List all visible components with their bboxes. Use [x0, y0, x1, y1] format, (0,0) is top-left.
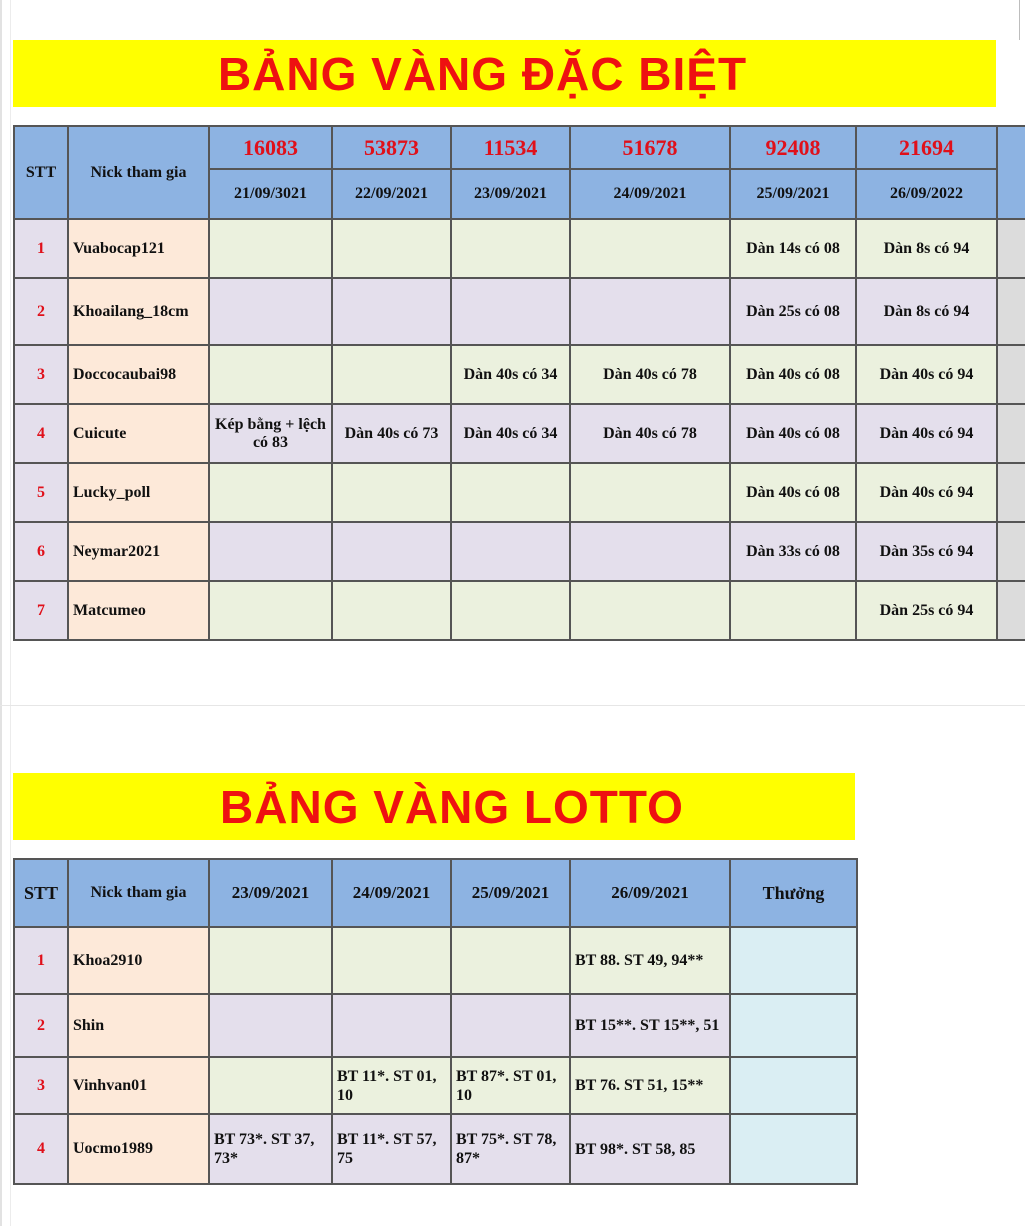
- entry-cell: [332, 927, 451, 994]
- nick-cell: Shin: [68, 994, 209, 1057]
- entry-cell: Dàn 40s có 94: [856, 463, 997, 522]
- result-number-header: 51678: [570, 126, 730, 169]
- entry-cell: [209, 345, 332, 404]
- sheet-column-gridline: [1019, 0, 1020, 40]
- entry-cell: [332, 219, 451, 278]
- edge-cell: [997, 581, 1025, 640]
- entry-cell: [209, 994, 332, 1057]
- special-board-title: BẢNG VÀNG ĐẶC BIỆT: [217, 47, 748, 100]
- nick-header: Nick tham gia: [68, 126, 209, 219]
- table-row: [14, 1114, 857, 1184]
- entry-cell: [332, 463, 451, 522]
- date-header: 25/09/2021: [451, 859, 570, 927]
- date-header: 21/09/3021: [209, 169, 332, 219]
- row-number: 1: [14, 219, 68, 278]
- table-row: [14, 278, 1025, 345]
- entry-cell: [570, 219, 730, 278]
- date-header: 24/09/2021: [570, 169, 730, 219]
- date-header: 24/09/2021: [332, 859, 451, 927]
- date-header: 23/09/2021: [451, 169, 570, 219]
- entry-cell: [570, 278, 730, 345]
- entry-cell: BT 11*. ST 01, 10: [332, 1057, 451, 1114]
- nick-cell: Vinhvan01: [68, 1057, 209, 1114]
- result-number-header: 21694: [856, 126, 997, 169]
- stt-header: STT: [14, 126, 68, 219]
- entry-cell: BT 98*. ST 58, 85: [570, 1114, 730, 1184]
- entry-cell: [570, 522, 730, 581]
- entry-cell: [209, 278, 332, 345]
- special-board-banner: [13, 40, 996, 107]
- sheet-left-border: [0, 0, 2, 1226]
- entry-cell: [451, 994, 570, 1057]
- date-header: 23/09/2021: [209, 859, 332, 927]
- entry-cell: [209, 219, 332, 278]
- result-number-header: 53873: [332, 126, 451, 169]
- sheet-left-gridline: [10, 0, 11, 1226]
- row-number: 2: [14, 278, 68, 345]
- row-number: 1: [14, 927, 68, 994]
- entry-cell: [209, 522, 332, 581]
- table-row: [14, 1057, 857, 1114]
- entry-cell: [570, 581, 730, 640]
- entry-cell: [209, 463, 332, 522]
- table-row: [14, 345, 1025, 404]
- entry-cell: BT 88. ST 49, 94**: [570, 927, 730, 994]
- entry-cell: Dàn 35s có 94: [856, 522, 997, 581]
- stt-header: STT: [14, 859, 68, 927]
- date-header: 26/09/2021: [570, 859, 730, 927]
- nick-cell: Khoailang_18cm: [68, 278, 209, 345]
- entry-cell: [332, 994, 451, 1057]
- row-number: 3: [14, 345, 68, 404]
- entry-cell: [209, 1057, 332, 1114]
- nick-header: Nick tham gia: [68, 859, 209, 927]
- entry-cell: [332, 278, 451, 345]
- row-number: 6: [14, 522, 68, 581]
- edge-cell: [997, 522, 1025, 581]
- date-header: 25/09/2021: [730, 169, 856, 219]
- row-number: 4: [14, 1114, 68, 1184]
- nick-cell: Doccocaubai98: [68, 345, 209, 404]
- entry-cell: Dàn 40s có 73: [332, 404, 451, 463]
- result-number-header: 92408: [730, 126, 856, 169]
- entry-cell: Dàn 8s có 94: [856, 278, 997, 345]
- reward-cell: [730, 927, 857, 994]
- entry-cell: Dàn 14s có 08: [730, 219, 856, 278]
- nick-cell: Khoa2910: [68, 927, 209, 994]
- entry-cell: [209, 927, 332, 994]
- row-number: 5: [14, 463, 68, 522]
- entry-cell: Kép bằng + lệch có 83: [209, 404, 332, 463]
- entry-cell: BT 15**. ST 15**, 51: [570, 994, 730, 1057]
- header-edge-cell: [997, 126, 1025, 219]
- entry-cell: Dàn 40s có 94: [856, 345, 997, 404]
- entry-cell: Dàn 25s có 94: [856, 581, 997, 640]
- entry-cell: [570, 463, 730, 522]
- entry-cell: Dàn 40s có 78: [570, 345, 730, 404]
- entry-cell: [451, 927, 570, 994]
- entry-cell: BT 87*. ST 01, 10: [451, 1057, 570, 1114]
- nick-cell: Matcumeo: [68, 581, 209, 640]
- lotto-board-table: [13, 858, 858, 1185]
- entry-cell: Dàn 33s có 08: [730, 522, 856, 581]
- entry-cell: [332, 581, 451, 640]
- entry-cell: Dàn 40s có 94: [856, 404, 997, 463]
- nick-cell: Neymar2021: [68, 522, 209, 581]
- date-header: 26/09/2022: [856, 169, 997, 219]
- entry-cell: BT 76. ST 51, 15**: [570, 1057, 730, 1114]
- table-row: [14, 927, 857, 994]
- entry-cell: Dàn 25s có 08: [730, 278, 856, 345]
- lotto-board-title: BẢNG VÀNG LOTTO: [220, 780, 684, 833]
- entry-cell: Dàn 40s có 08: [730, 404, 856, 463]
- entry-cell: Dàn 40s có 34: [451, 345, 570, 404]
- result-number-header: 16083: [209, 126, 332, 169]
- entry-cell: [451, 463, 570, 522]
- entry-cell: Dàn 40s có 78: [570, 404, 730, 463]
- entry-cell: BT 11*. ST 57, 75: [332, 1114, 451, 1184]
- nick-cell: Cuicute: [68, 404, 209, 463]
- table-row: [14, 404, 1025, 463]
- reward-cell: [730, 1057, 857, 1114]
- row-number: 7: [14, 581, 68, 640]
- edge-cell: [997, 404, 1025, 463]
- edge-cell: [997, 219, 1025, 278]
- edge-cell: [997, 463, 1025, 522]
- table-row: [14, 219, 1025, 278]
- result-number-header: 11534: [451, 126, 570, 169]
- lotto-board-banner: [13, 773, 855, 840]
- table-row: [14, 522, 1025, 581]
- entry-cell: [451, 219, 570, 278]
- table-row: [14, 463, 1025, 522]
- entry-cell: [451, 522, 570, 581]
- table-row: [14, 994, 857, 1057]
- entry-cell: [209, 581, 332, 640]
- entry-cell: BT 73*. ST 37, 73*: [209, 1114, 332, 1184]
- special-board-table: [13, 125, 1025, 641]
- entry-cell: [451, 581, 570, 640]
- row-number: 3: [14, 1057, 68, 1114]
- entry-cell: Dàn 40s có 34: [451, 404, 570, 463]
- reward-cell: [730, 994, 857, 1057]
- entry-cell: [730, 581, 856, 640]
- reward-cell: [730, 1114, 857, 1184]
- table-row: [14, 581, 1025, 640]
- nick-cell: Vuabocap121: [68, 219, 209, 278]
- row-number: 4: [14, 404, 68, 463]
- entry-cell: Dàn 8s có 94: [856, 219, 997, 278]
- reward-header: Thưởng: [730, 859, 857, 927]
- edge-cell: [997, 345, 1025, 404]
- nick-cell: Lucky_poll: [68, 463, 209, 522]
- entry-cell: [332, 345, 451, 404]
- edge-cell: [997, 278, 1025, 345]
- sheet-row-gridline: [0, 705, 1025, 706]
- entry-cell: [451, 278, 570, 345]
- entry-cell: BT 75*. ST 78, 87*: [451, 1114, 570, 1184]
- entry-cell: Dàn 40s có 08: [730, 463, 856, 522]
- row-number: 2: [14, 994, 68, 1057]
- entry-cell: [332, 522, 451, 581]
- entry-cell: Dàn 40s có 08: [730, 345, 856, 404]
- nick-cell: Uocmo1989: [68, 1114, 209, 1184]
- date-header: 22/09/2021: [332, 169, 451, 219]
